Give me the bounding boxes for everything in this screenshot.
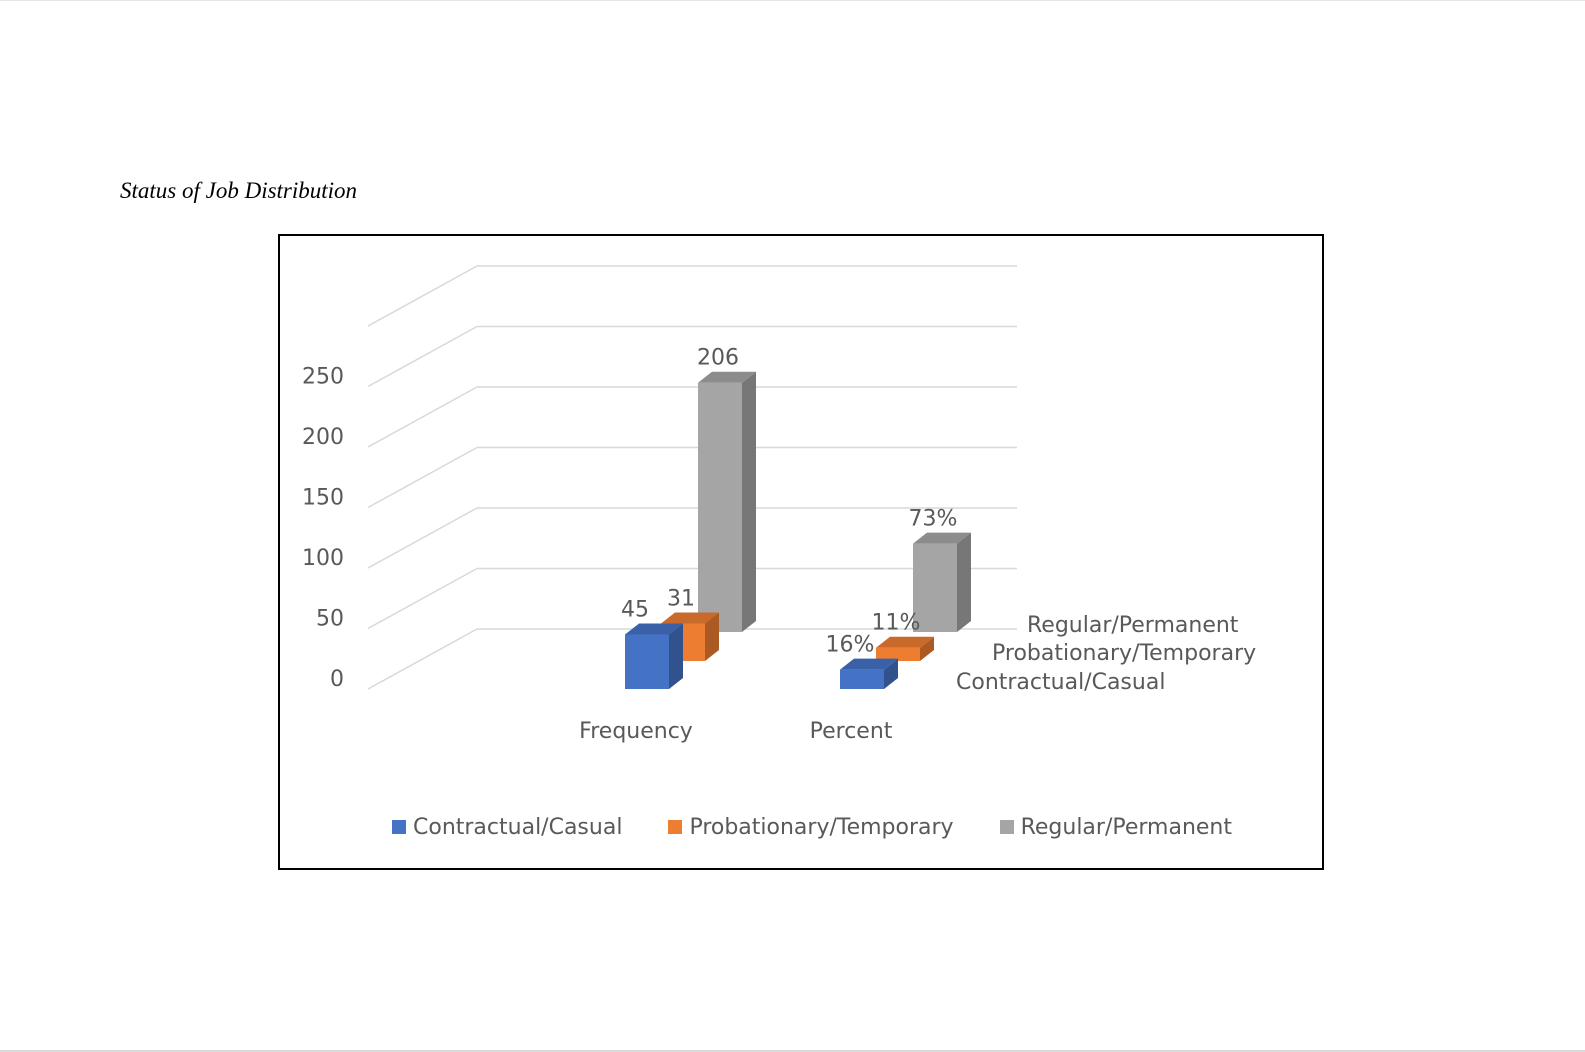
gridline-side — [368, 448, 477, 508]
y-tick-label: 250 — [302, 364, 344, 390]
bar-side — [669, 624, 683, 689]
legend-item — [392, 815, 622, 840]
gridline-side — [368, 387, 477, 447]
y-tick-label: 200 — [302, 425, 344, 450]
bar-side — [742, 372, 756, 632]
x-category-label: Frequency — [579, 719, 693, 744]
data-label: 16% — [825, 632, 875, 658]
chart-area — [280, 236, 1322, 868]
gridline-side — [368, 327, 477, 387]
depth-axis-label: Probationary/Temporary — [992, 641, 1257, 666]
gridline-side — [368, 569, 477, 629]
y-tick-label: 0 — [330, 667, 344, 692]
legend-swatch — [1000, 820, 1014, 834]
legend-swatch — [668, 820, 682, 834]
depth-axis-label: Regular/Permanent — [1027, 613, 1239, 638]
data-label: 206 — [697, 345, 739, 371]
x-category-label: Percent — [809, 719, 893, 744]
legend-label: Regular/Permanent — [1020, 814, 1233, 840]
legend-item — [1000, 815, 1232, 840]
data-label: 73% — [908, 506, 958, 532]
data-label: 31 — [667, 586, 695, 612]
bar-front — [625, 635, 669, 689]
legend-item — [668, 815, 953, 840]
gridline-side — [368, 266, 477, 326]
data-label: 11% — [871, 610, 921, 636]
y-tick-label: 150 — [302, 485, 344, 511]
chart-legend — [392, 810, 1278, 844]
depth-axis-label: Contractual/Casual — [956, 670, 1166, 695]
top-rule — [0, 0, 1585, 1]
legend-label: Probationary/Temporary — [689, 814, 954, 840]
gridline-side — [368, 629, 477, 689]
data-label: 45 — [621, 597, 649, 623]
bar-side — [957, 533, 971, 632]
legend-swatch — [392, 820, 406, 834]
bar-front — [840, 670, 884, 689]
figure-caption: Status of Job Distribution — [120, 178, 358, 203]
y-tick-label: 50 — [316, 606, 344, 632]
gridline-side — [368, 508, 477, 568]
chart-frame — [278, 234, 1324, 870]
bar-front — [698, 383, 742, 632]
legend-label: Contractual/Casual — [413, 814, 623, 840]
y-tick-label: 100 — [302, 546, 344, 571]
